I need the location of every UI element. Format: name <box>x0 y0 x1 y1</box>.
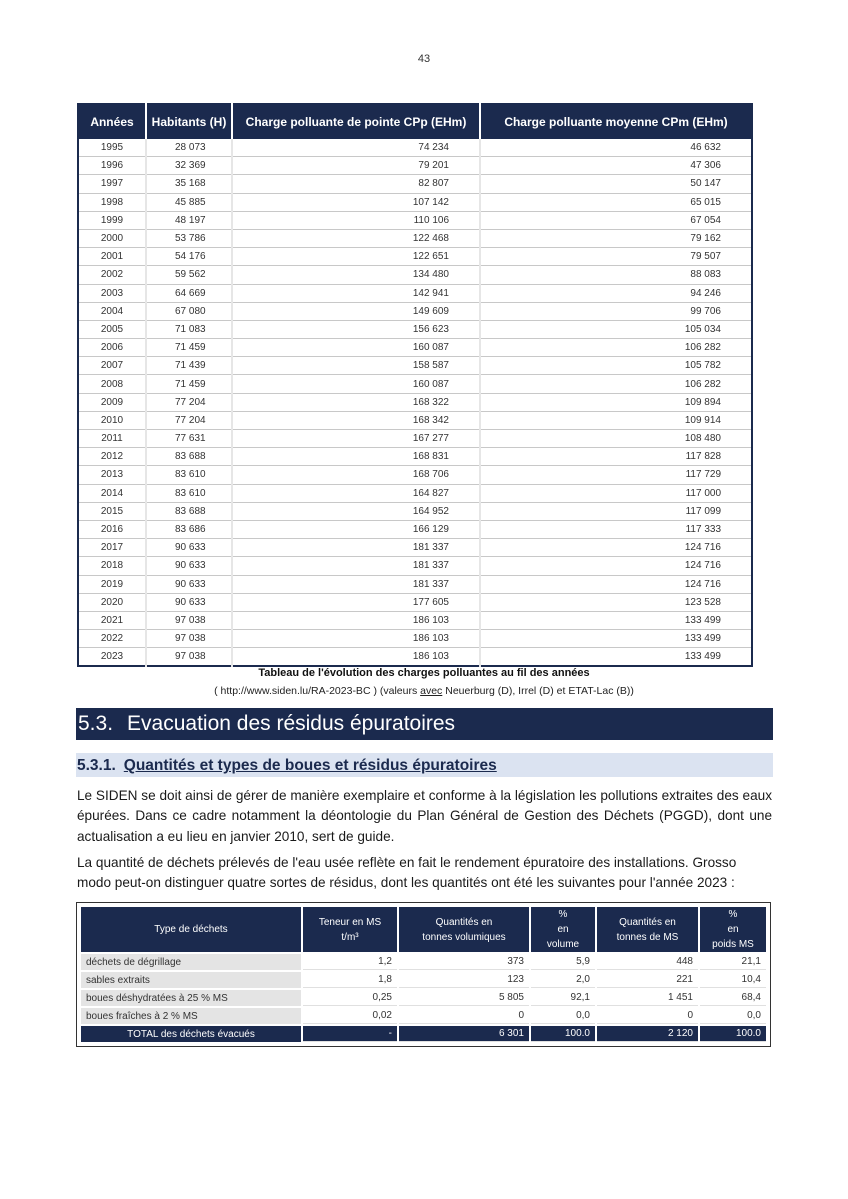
peak-load-cell: 134 480 <box>232 266 480 284</box>
peak-load-cell: 168 342 <box>232 411 480 429</box>
header-line: volume <box>546 939 580 950</box>
year-cell: 1995 <box>78 139 146 157</box>
section-number: 5.3. <box>78 712 114 735</box>
mean-load-cell: 67 054 <box>480 211 752 229</box>
inhabitants-cell: 83 688 <box>146 502 232 520</box>
header-dm-tonnes <box>597 907 698 952</box>
mean-load-cell: 133 499 <box>480 630 752 648</box>
inhabitants-cell: 71 459 <box>146 375 232 393</box>
dm-tonnes-cell: 1 451 <box>597 990 698 1006</box>
paragraph-1: Le SIDEN se doit ainsi de gérer de manière exemplaire et conforme à la législation les pollutions extraites des eaux épurées. Dans ce cadre notamment la déontologie du Plan Général de Gestion des Déchets (PGGD), dont une actualisation a eu lieu en janvier 2010, sert de guide. <box>77 788 772 844</box>
inhabitants-cell: 54 176 <box>146 248 232 266</box>
year-cell: 2017 <box>78 539 146 557</box>
peak-load-cell: 168 322 <box>232 393 480 411</box>
peak-load-cell: 177 605 <box>232 593 480 611</box>
year-cell: 2015 <box>78 502 146 520</box>
mean-load-cell: 117 000 <box>480 484 752 502</box>
peak-load-cell: 149 609 <box>232 302 480 320</box>
inhabitants-cell: 97 038 <box>146 630 232 648</box>
dry-matter-cell: 0,25 <box>303 990 397 1006</box>
header-volume-tonnes <box>399 907 529 952</box>
year-cell: 2005 <box>78 320 146 338</box>
mean-load-cell: 124 716 <box>480 557 752 575</box>
dm-percent-cell: 21,1 <box>700 954 766 970</box>
mean-load-cell: 133 499 <box>480 648 752 667</box>
table-row <box>78 248 752 266</box>
waste-table-header-row <box>81 907 766 952</box>
table-row <box>78 357 752 375</box>
table-row <box>78 229 752 247</box>
volume-percent-cell: 92,1 <box>531 990 595 1006</box>
mean-load-cell: 46 632 <box>480 139 752 157</box>
table-row <box>78 393 752 411</box>
year-cell: 2011 <box>78 430 146 448</box>
waste-type-cell: sables extraits <box>81 972 301 988</box>
table-row <box>78 557 752 575</box>
volume-tonnes-cell: 5 805 <box>399 990 529 1006</box>
table-row <box>78 593 752 611</box>
dm-tonnes-cell: 448 <box>597 954 698 970</box>
inhabitants-cell: 77 631 <box>146 430 232 448</box>
mean-load-cell: 106 282 <box>480 339 752 357</box>
table-row <box>78 284 752 302</box>
header-line: Quantités en <box>619 916 676 928</box>
inhabitants-cell: 71 459 <box>146 339 232 357</box>
waste-types-table <box>79 905 768 1044</box>
total-dm-percent-cell: 100.0 <box>700 1026 766 1042</box>
peak-load-cell: 166 129 <box>232 520 480 538</box>
dry-matter-cell: 1,8 <box>303 972 397 988</box>
header-volume-percent <box>531 907 595 952</box>
volume-percent-cell: 0,0 <box>531 1008 595 1024</box>
header-line: tonnes volumiques <box>422 931 506 943</box>
peak-load-cell: 164 952 <box>232 502 480 520</box>
mean-load-cell: 117 099 <box>480 502 752 520</box>
peak-load-cell: 122 651 <box>232 248 480 266</box>
peak-load-cell: 82 807 <box>232 175 480 193</box>
section-title: Evacuation des résidus épuratoires <box>127 712 456 735</box>
mean-load-cell: 117 729 <box>480 466 752 484</box>
column-header-years: Années <box>78 104 146 139</box>
subsection-title: Quantités et types de boues et résidus épuratoires <box>123 757 497 774</box>
year-cell: 2012 <box>78 448 146 466</box>
table-row <box>78 139 752 157</box>
inhabitants-cell: 71 439 <box>146 357 232 375</box>
year-cell: 2002 <box>78 266 146 284</box>
mean-load-cell: 105 782 <box>480 357 752 375</box>
waste-table-frame <box>76 902 771 1047</box>
volume-percent-cell: 2,0 <box>531 972 595 988</box>
year-cell: 2014 <box>78 484 146 502</box>
volume-tonnes-cell: 0 <box>399 1008 529 1024</box>
waste-type-cell: boues déshydratées à 25 % MS <box>81 990 301 1006</box>
mean-load-cell: 109 894 <box>480 393 752 411</box>
table-row <box>78 648 752 667</box>
waste-types-table-body <box>81 954 766 1042</box>
header-waste-type <box>81 907 301 952</box>
peak-load-cell: 168 831 <box>232 448 480 466</box>
dm-percent-cell: 68,4 <box>700 990 766 1006</box>
inhabitants-cell: 90 633 <box>146 575 232 593</box>
table-row <box>78 193 752 211</box>
dry-matter-cell: 1,2 <box>303 954 397 970</box>
year-cell: 1998 <box>78 193 146 211</box>
mean-load-cell: 79 507 <box>480 248 752 266</box>
table-row <box>78 502 752 520</box>
peak-load-cell: 74 234 <box>232 139 480 157</box>
inhabitants-cell: 83 610 <box>146 466 232 484</box>
year-cell: 2021 <box>78 611 146 629</box>
peak-load-cell: 181 337 <box>232 575 480 593</box>
table-row <box>78 375 752 393</box>
mean-load-cell: 108 480 <box>480 430 752 448</box>
dm-tonnes-cell: 0 <box>597 1008 698 1024</box>
peak-load-cell: 186 103 <box>232 630 480 648</box>
table-row <box>78 430 752 448</box>
mean-load-cell: 106 282 <box>480 375 752 393</box>
inhabitants-cell: 97 038 <box>146 648 232 667</box>
table-row <box>81 954 766 970</box>
table-row <box>78 466 752 484</box>
header-line: Quantités en <box>435 916 493 928</box>
peak-load-cell: 79 201 <box>232 157 480 175</box>
year-cell: 2004 <box>78 302 146 320</box>
total-row <box>81 1026 766 1042</box>
volume-percent-cell: 5,9 <box>531 954 595 970</box>
dm-tonnes-cell: 221 <box>597 972 698 988</box>
peak-load-cell: 122 468 <box>232 229 480 247</box>
table-row <box>78 266 752 284</box>
header-dm-percent <box>700 907 766 952</box>
peak-load-cell: 164 827 <box>232 484 480 502</box>
header-line: % <box>558 909 568 920</box>
dry-matter-cell: 0,02 <box>303 1008 397 1024</box>
mean-load-cell: 124 716 <box>480 575 752 593</box>
year-cell: 2009 <box>78 393 146 411</box>
mean-load-cell: 99 706 <box>480 302 752 320</box>
header-line: en <box>557 924 569 935</box>
year-cell: 2003 <box>78 284 146 302</box>
inhabitants-cell: 32 369 <box>146 157 232 175</box>
peak-load-cell: 186 103 <box>232 611 480 629</box>
mean-load-cell: 109 914 <box>480 411 752 429</box>
column-header-mean-load: Charge polluante moyenne CPm (EHm) <box>480 104 752 139</box>
peak-load-cell: 160 087 <box>232 339 480 357</box>
table-row <box>78 520 752 538</box>
total-volume-tonnes-cell: 6 301 <box>399 1026 529 1042</box>
mean-load-cell: 117 333 <box>480 520 752 538</box>
paragraph-2: La quantité de déchets prélevés de l'eau usée reflète en fait le rendement épuratoire des installations. Grosso modo peut-on distinguer quatre sortes de résidus, dont les quantités ont été les suivantes pour l'année 2023 : <box>77 855 737 891</box>
table-row <box>81 990 766 1006</box>
caption-source-post: Neuerburg (D), Irrel (D) et ETAT-Lac (B)) <box>442 685 634 697</box>
subsection-heading <box>76 753 773 777</box>
table-row <box>78 157 752 175</box>
peak-load-cell: 181 337 <box>232 539 480 557</box>
header-dry-matter-content <box>303 907 397 952</box>
mean-load-cell: 47 306 <box>480 157 752 175</box>
table-row <box>78 539 752 557</box>
table-row <box>78 211 752 229</box>
mean-load-cell: 79 162 <box>480 229 752 247</box>
year-cell: 2007 <box>78 357 146 375</box>
year-cell: 2022 <box>78 630 146 648</box>
peak-load-cell: 186 103 <box>232 648 480 667</box>
year-cell: 2016 <box>78 520 146 538</box>
mean-load-cell: 117 828 <box>480 448 752 466</box>
peak-load-cell: 160 087 <box>232 375 480 393</box>
year-cell: 1999 <box>78 211 146 229</box>
inhabitants-cell: 28 073 <box>146 139 232 157</box>
section-heading <box>76 708 773 740</box>
dm-percent-cell: 0,0 <box>700 1008 766 1024</box>
table-row <box>78 175 752 193</box>
caption-source-pre: ( http://www.siden.lu/RA-2023-BC ) (valeurs <box>214 685 421 697</box>
inhabitants-cell: 77 204 <box>146 393 232 411</box>
inhabitants-cell: 77 204 <box>146 411 232 429</box>
mean-load-cell: 124 716 <box>480 539 752 557</box>
peak-load-cell: 142 941 <box>232 284 480 302</box>
inhabitants-cell: 83 610 <box>146 484 232 502</box>
peak-load-cell: 167 277 <box>232 430 480 448</box>
dm-percent-cell: 10,4 <box>700 972 766 988</box>
inhabitants-cell: 45 885 <box>146 193 232 211</box>
year-cell: 2008 <box>78 375 146 393</box>
header-line: poids MS <box>712 939 754 950</box>
inhabitants-cell: 90 633 <box>146 557 232 575</box>
year-cell: 2013 <box>78 466 146 484</box>
total-waste-type-cell: TOTAL des déchets évacués <box>81 1026 301 1042</box>
waste-type-cell: boues fraîches à 2 % MS <box>81 1008 301 1024</box>
inhabitants-cell: 53 786 <box>146 229 232 247</box>
table-row <box>78 611 752 629</box>
peak-load-cell: 158 587 <box>232 357 480 375</box>
peak-load-cell: 168 706 <box>232 466 480 484</box>
inhabitants-cell: 83 686 <box>146 520 232 538</box>
year-cell: 2006 <box>78 339 146 357</box>
year-cell: 2010 <box>78 411 146 429</box>
volume-tonnes-cell: 373 <box>399 954 529 970</box>
mean-load-cell: 123 528 <box>480 593 752 611</box>
table-row <box>78 575 752 593</box>
inhabitants-cell: 71 083 <box>146 320 232 338</box>
page-number: 43 <box>417 53 431 65</box>
mean-load-cell: 105 034 <box>480 320 752 338</box>
table-row <box>78 411 752 429</box>
header-line: Type de déchets <box>154 924 228 935</box>
pollution-load-table-body <box>78 139 752 666</box>
volume-tonnes-cell: 123 <box>399 972 529 988</box>
year-cell: 2023 <box>78 648 146 667</box>
total-volume-percent-cell: 100.0 <box>531 1026 595 1042</box>
mean-load-cell: 88 083 <box>480 266 752 284</box>
year-cell: 2018 <box>78 557 146 575</box>
header-line: t/m³ <box>341 931 359 943</box>
year-cell: 1996 <box>78 157 146 175</box>
year-cell: 2000 <box>78 229 146 247</box>
year-cell: 2001 <box>78 248 146 266</box>
table-header-row <box>78 104 752 139</box>
table-row <box>78 630 752 648</box>
inhabitants-cell: 90 633 <box>146 539 232 557</box>
total-dry-matter-cell: - <box>303 1026 397 1042</box>
inhabitants-cell: 67 080 <box>146 302 232 320</box>
year-cell: 2019 <box>78 575 146 593</box>
inhabitants-cell: 48 197 <box>146 211 232 229</box>
header-line: en <box>727 924 739 935</box>
inhabitants-cell: 59 562 <box>146 266 232 284</box>
inhabitants-cell: 64 669 <box>146 284 232 302</box>
table-row <box>78 448 752 466</box>
peak-load-cell: 110 106 <box>232 211 480 229</box>
inhabitants-cell: 90 633 <box>146 593 232 611</box>
table-row <box>78 302 752 320</box>
table-row <box>81 1008 766 1024</box>
mean-load-cell: 50 147 <box>480 175 752 193</box>
mean-load-cell: 65 015 <box>480 193 752 211</box>
year-cell: 2020 <box>78 593 146 611</box>
subsection-number: 5.3.1. <box>77 757 116 774</box>
total-dm-tonnes-cell: 2 120 <box>597 1026 698 1042</box>
header-line: % <box>728 909 738 920</box>
peak-load-cell: 181 337 <box>232 557 480 575</box>
header-line: tonnes de MS <box>616 931 679 943</box>
mean-load-cell: 133 499 <box>480 611 752 629</box>
table-caption-source <box>0 685 848 697</box>
peak-load-cell: 156 623 <box>232 320 480 338</box>
table-row <box>81 972 766 988</box>
header-line: Teneur en MS <box>318 916 382 928</box>
inhabitants-cell: 97 038 <box>146 611 232 629</box>
waste-type-cell: déchets de dégrillage <box>81 954 301 970</box>
inhabitants-cell: 35 168 <box>146 175 232 193</box>
table-row <box>78 320 752 338</box>
table-row <box>78 339 752 357</box>
column-header-inhabitants: Habitants (H) <box>146 104 232 139</box>
table-row <box>78 484 752 502</box>
mean-load-cell: 94 246 <box>480 284 752 302</box>
peak-load-cell: 107 142 <box>232 193 480 211</box>
caption-source-underlined: avec <box>420 685 443 697</box>
column-header-peak-load: Charge polluante de pointe CPp (EHm) <box>232 104 480 139</box>
pollution-load-table <box>77 103 753 667</box>
inhabitants-cell: 83 688 <box>146 448 232 466</box>
year-cell: 1997 <box>78 175 146 193</box>
table-caption-title: Tableau de l'évolution des charges polluantes au fil des années <box>258 667 590 679</box>
